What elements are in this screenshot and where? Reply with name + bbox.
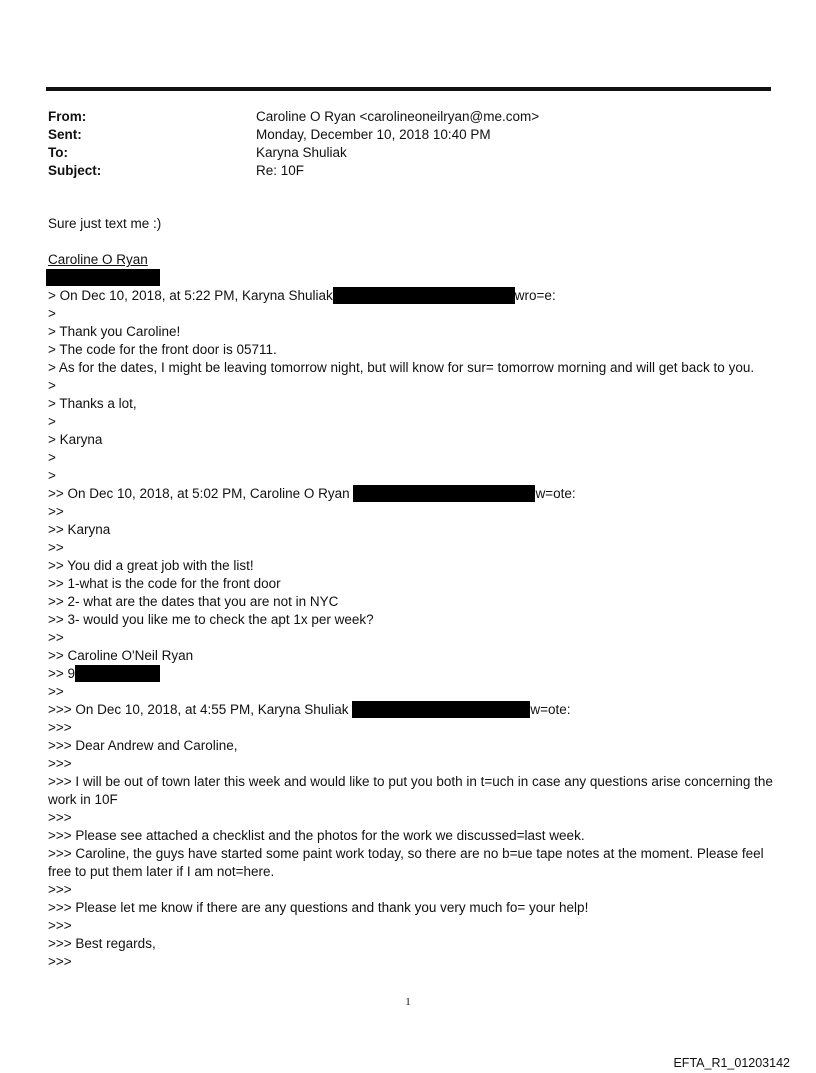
email-header — [48, 108, 539, 180]
signature-redaction-line — [48, 269, 778, 287]
quote-marker: >>> — [48, 918, 72, 933]
quote-marker: > — [48, 450, 56, 465]
sent-value: Monday, December 10, 2018 10:40 PM — [256, 127, 491, 142]
quote2-line: >> 3- would you like me to check the apt 1x per week? — [48, 612, 374, 627]
quote3-intro-text: >>> On Dec 10, 2018, at 4:55 PM, Karyna Shuliak — [48, 702, 349, 717]
signature-line — [48, 251, 778, 269]
quote2-line: >> Karyna — [48, 522, 111, 537]
quote-marker: > — [48, 306, 56, 321]
quote-marker: > — [48, 378, 56, 393]
quote-marker: >>> — [48, 756, 72, 771]
document-id-footer: EFTA_R1_01203142 — [673, 1056, 790, 1070]
quote-marker: >>> — [48, 882, 72, 897]
from-row — [48, 108, 539, 126]
subject-label: Subject: — [48, 163, 102, 178]
quote3-line: >>> I will be out of town later this week and would like to put you both in t=uch in case any questions arise concerning the work in 10F — [48, 774, 773, 807]
quote2-phone-line — [48, 665, 778, 683]
quote-marker: >>> — [48, 720, 72, 735]
quote1-intro-tail: wro=e: — [514, 288, 556, 303]
quote3-line: >>> Please let me know if there are any questions and thank you very much fo= your help! — [48, 900, 589, 915]
quote3-intro-tail: w=ote: — [530, 702, 571, 717]
quote2-intro — [48, 485, 778, 503]
quote1-line: > Thanks a lot, — [48, 396, 137, 411]
quote-marker: >> — [48, 540, 64, 555]
quote2-line: >> Caroline O'Neil Ryan — [48, 648, 194, 663]
sent-label: Sent: — [48, 127, 82, 142]
redaction-box — [46, 269, 160, 286]
quote3-line: >>> Please see attached a checklist and the photos for the work we discussed=last week. — [48, 828, 585, 843]
sent-row — [48, 126, 539, 144]
quote3-line: >>> Caroline, the guys have started some paint work today, so there are no b=ue tape notes at the moment. Please feel free to put them later if I am not=here. — [48, 846, 764, 879]
from-value: Caroline O Ryan <carolineoneilryan@me.com> — [256, 109, 540, 124]
redaction-box — [353, 485, 535, 502]
quote3-line: >>> Dear Andrew and Caroline, — [48, 738, 238, 753]
from-label: From: — [48, 109, 87, 124]
to-value: Karyna Shuliak — [256, 145, 347, 160]
signature-name: Caroline O Ryan — [48, 252, 148, 267]
subject-row — [48, 162, 539, 180]
redaction-box — [352, 701, 530, 718]
subject-value: Re: 10F — [256, 163, 305, 178]
quote1-intro — [48, 287, 778, 305]
quote3-intro — [48, 701, 778, 719]
quote-marker: >> — [48, 630, 64, 645]
redaction-box — [75, 665, 160, 682]
quote2-line: >> You did a great job with the list! — [48, 558, 254, 573]
to-row — [48, 144, 539, 162]
quote2-intro-text: >> On Dec 10, 2018, at 5:02 PM, Caroline O Ryan — [48, 486, 350, 501]
quote-marker: >>> — [48, 954, 72, 969]
quote1-intro-text: > On Dec 10, 2018, at 5:22 PM, Karyna Shuliak — [48, 288, 333, 303]
quote1-line: > As for the dates, I might be leaving tomorrow night, but will know for sur= tomorrow morning and will get back to you. — [48, 360, 755, 375]
quote2-line: >> 2- what are the dates that you are not in NYC — [48, 594, 339, 609]
opening-line: Sure just text me :) — [48, 216, 162, 231]
quote1-line: > The code for the front door is 05711. — [48, 342, 277, 357]
quote-marker: >> — [48, 684, 64, 699]
quote-marker: >> — [48, 504, 64, 519]
quote1-line: > Karyna — [48, 432, 103, 447]
quote3-line: >>> Best regards, — [48, 936, 156, 951]
quote1-line: > Thank you Caroline! — [48, 324, 181, 339]
quote-marker: > — [48, 414, 56, 429]
quote-marker: > — [48, 468, 56, 483]
quote2-line: >> 1-what is the code for the front door — [48, 576, 281, 591]
email-body — [48, 215, 778, 971]
header-rule — [46, 87, 771, 91]
quote2-phone-prefix: >> 9 — [48, 666, 76, 681]
quote2-intro-tail: w=ote: — [535, 486, 576, 501]
to-label: To: — [48, 145, 68, 160]
redaction-box — [333, 287, 515, 304]
quote-marker: >>> — [48, 810, 72, 825]
page-number: 1 — [405, 996, 411, 1008]
